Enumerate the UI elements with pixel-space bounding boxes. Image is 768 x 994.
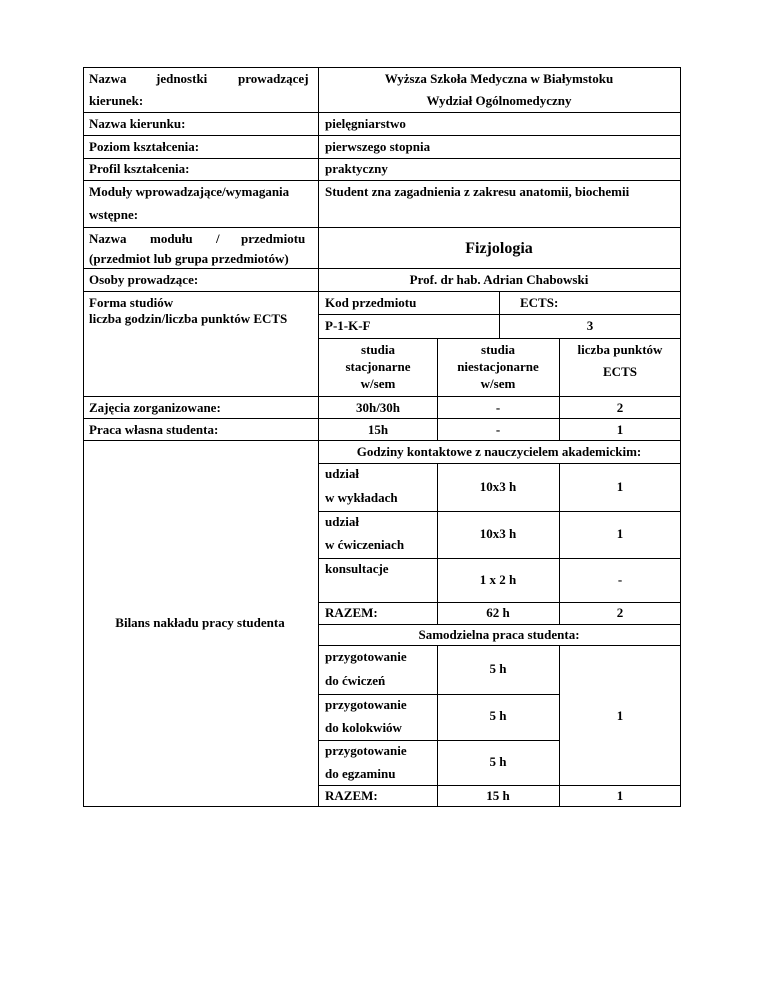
column-divider	[437, 645, 438, 807]
contact-total-label: RAZEM:	[325, 605, 378, 620]
row-divider	[318, 694, 559, 695]
unit-label-word: prowadzącej	[238, 71, 309, 86]
classes-extramural: -	[495, 400, 501, 415]
ects-value: 3	[586, 318, 594, 333]
self-row-hours: 5 h	[489, 754, 507, 769]
self-study-header: Samodzielna praca studenta:	[418, 627, 580, 642]
unit-value-faculty: Wydział Ogólnomedyczny	[426, 93, 572, 108]
col-stationary-header: stacjonarne	[345, 359, 411, 374]
module-label-word: Nazwa	[89, 231, 127, 246]
selfwork-extramural: -	[495, 422, 501, 437]
column-divider	[559, 645, 560, 807]
contact-row-points: 1	[616, 526, 624, 541]
self-study-points: 1	[616, 708, 624, 723]
level-label: Poziom kształcenia:	[89, 139, 200, 154]
row-divider	[318, 785, 681, 786]
self-total-label: RAZEM:	[325, 788, 378, 803]
self-row-label: przygotowanie	[325, 743, 407, 758]
module-label-line2: (przedmiot lub grupa przedmiotów)	[89, 251, 289, 266]
column-divider	[437, 338, 438, 440]
self-total-points: 1	[616, 788, 624, 803]
column-divider	[559, 338, 560, 440]
row-divider	[318, 338, 681, 339]
row-divider	[318, 645, 681, 646]
column-divider	[499, 291, 500, 338]
module-label-word: przedmiotu	[241, 231, 306, 246]
self-total-hours: 15 h	[486, 788, 510, 803]
table-border-bottom	[83, 806, 681, 807]
col-extramural-header: studia	[481, 342, 515, 357]
contact-row-label-line2: w wykładach	[325, 490, 398, 505]
column-divider	[559, 463, 560, 625]
row-divider	[83, 227, 681, 228]
col-stationary-header: w/sem	[360, 376, 396, 391]
row-divider	[83, 396, 681, 397]
prerequisites-label: Moduły wprowadzające/wymagania	[89, 184, 290, 199]
col-points-header: ECTS	[603, 364, 637, 379]
row-divider	[83, 112, 681, 113]
contact-row-hours: 10x3 h	[479, 479, 517, 494]
contact-total-points: 2	[616, 605, 624, 620]
contact-hours-header: Godziny kontaktowe z nauczycielem akademickim:	[356, 444, 642, 459]
contact-row-points: 1	[616, 479, 624, 494]
balance-label: Bilans nakładu pracy studenta	[115, 615, 285, 630]
row-divider	[318, 511, 681, 512]
study-form-label-line2: liczba godzin/liczba punktów ECTS	[89, 311, 288, 326]
selfwork-label: Praca własna studenta:	[89, 422, 219, 437]
self-row-label-line2: do ćwiczeń	[325, 673, 386, 688]
row-divider	[83, 268, 681, 269]
contact-row-label: konsultacje	[325, 561, 389, 576]
staff-label: Osoby prowadzące:	[89, 272, 199, 287]
column-divider	[437, 463, 438, 625]
contact-total-hours: 62 h	[486, 605, 510, 620]
selfwork-stationary: 15h	[367, 422, 389, 437]
row-divider	[83, 440, 681, 441]
course-code-value: P-1-K-F	[325, 318, 371, 333]
row-divider	[318, 463, 681, 464]
table-border-right	[680, 67, 681, 807]
unit-label-line2: kierunek:	[89, 93, 144, 108]
self-row-hours: 5 h	[489, 661, 507, 676]
contact-row-hours: 10x3 h	[479, 526, 517, 541]
module-name: Fizjologia	[465, 240, 533, 257]
self-row-label: przygotowanie	[325, 649, 407, 664]
classes-stationary: 30h/30h	[355, 400, 401, 415]
row-divider	[83, 158, 681, 159]
table-border-left	[83, 67, 84, 807]
contact-row-label: udział	[325, 466, 359, 481]
self-row-label-line2: do kolokwiów	[325, 720, 402, 735]
row-divider	[83, 418, 681, 419]
level-value: pierwszego stopnia	[325, 139, 431, 154]
unit-label-word: jednostki	[156, 71, 208, 86]
table-border-top	[83, 67, 681, 68]
row-divider	[83, 135, 681, 136]
row-divider	[83, 180, 681, 181]
module-label-word: /	[216, 231, 220, 246]
row-divider	[318, 740, 559, 741]
selfwork-points: 1	[616, 422, 624, 437]
row-divider	[318, 624, 681, 625]
contact-row-points: -	[617, 572, 623, 587]
course-code-label: Kod przedmiotu	[325, 295, 417, 310]
self-row-label: przygotowanie	[325, 697, 407, 712]
profile-value: praktyczny	[325, 161, 388, 176]
column-divider	[318, 67, 319, 807]
row-divider	[83, 291, 681, 292]
staff-value: Prof. dr hab. Adrian Chabowski	[409, 272, 589, 287]
prerequisites-label-line2: wstępne:	[89, 207, 139, 222]
study-form-label: Forma studiów	[89, 295, 174, 310]
row-divider	[318, 602, 681, 603]
prerequisites-value: Student zna zagadnienia z zakresu anatomii, biochemii	[325, 184, 630, 199]
module-label-word: modułu	[150, 231, 193, 246]
contact-row-label-line2: w ćwiczeniach	[325, 537, 405, 552]
unit-value-school: Wyższa Szkoła Medyczna w Białymstoku	[384, 71, 614, 86]
field-of-study-value: pielęgniarstwo	[325, 116, 406, 131]
col-points-header: liczba punktów	[577, 342, 663, 357]
classes-label: Zajęcia zorganizowane:	[89, 400, 221, 415]
col-stationary-header: studia	[361, 342, 395, 357]
profile-label: Profil kształcenia:	[89, 161, 190, 176]
col-extramural-header: niestacjonarne	[457, 359, 539, 374]
contact-row-hours: 1 x 2 h	[479, 572, 517, 587]
row-divider	[318, 558, 681, 559]
ects-label: ECTS:	[520, 295, 559, 310]
self-row-label-line2: do egzaminu	[325, 766, 396, 781]
col-extramural-header: w/sem	[480, 376, 516, 391]
field-of-study-label: Nazwa kierunku:	[89, 116, 186, 131]
contact-row-label: udział	[325, 514, 359, 529]
self-row-hours: 5 h	[489, 708, 507, 723]
classes-points: 2	[616, 400, 624, 415]
unit-label-word: Nazwa	[89, 71, 127, 86]
